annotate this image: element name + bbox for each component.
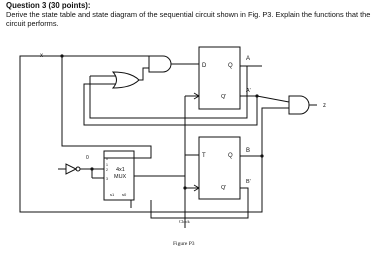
clock-label: Clock — [179, 219, 190, 224]
ff-bottom-output-bbar: B' — [246, 179, 251, 185]
mux-input-0-value: 0 — [86, 155, 89, 161]
ff-bottom-q-label: Q — [228, 153, 233, 159]
ff-top-qbar-label: Q' — [221, 94, 227, 100]
junction-dot — [183, 186, 186, 189]
figure-caption: Figure P3 — [173, 241, 195, 247]
junction-dot — [60, 54, 63, 57]
output-z-label: z — [323, 103, 326, 109]
inverter — [66, 164, 76, 174]
ff-bottom-output-b: B — [246, 148, 251, 154]
mux-input-0-label: 0 — [106, 157, 108, 161]
ff-top-d-label: D — [202, 63, 207, 69]
mux-input-3-label: 3 — [106, 177, 108, 181]
d-flip-flop — [199, 47, 240, 109]
ff-bottom-qbar-label: Q' — [221, 185, 227, 191]
mux-input-2-label: 2 — [106, 168, 108, 172]
question-heading: Question 3 (30 points): — [6, 1, 91, 10]
ff-top-output-abar: A' — [246, 88, 251, 94]
junction-dot — [260, 154, 263, 157]
ff-top-output-a: A — [246, 56, 251, 62]
ff-bottom-t-label: T — [202, 153, 206, 159]
t-flip-flop — [199, 137, 240, 199]
mux-title-line2: MUX — [114, 174, 127, 180]
mux-select-s0-label: s0 — [122, 192, 127, 197]
and-gate-output — [289, 96, 309, 114]
question-text: Derive the state table and state diagram of the sequential circuit shown in Fig. P3. Explain the functions that the circuit performs. — [6, 10, 371, 28]
ff-top-q-label: Q — [228, 63, 233, 69]
and-gate-top — [149, 56, 171, 72]
mux-title-line1: 4x1 — [116, 167, 125, 173]
mux-input-1-label: 1 — [106, 163, 108, 167]
input-x-label: x — [40, 53, 43, 59]
junction-dot — [90, 167, 93, 170]
junction-dot — [255, 94, 258, 97]
mux-select-s1-label: s1 — [110, 192, 115, 197]
or-gate — [113, 72, 139, 88]
